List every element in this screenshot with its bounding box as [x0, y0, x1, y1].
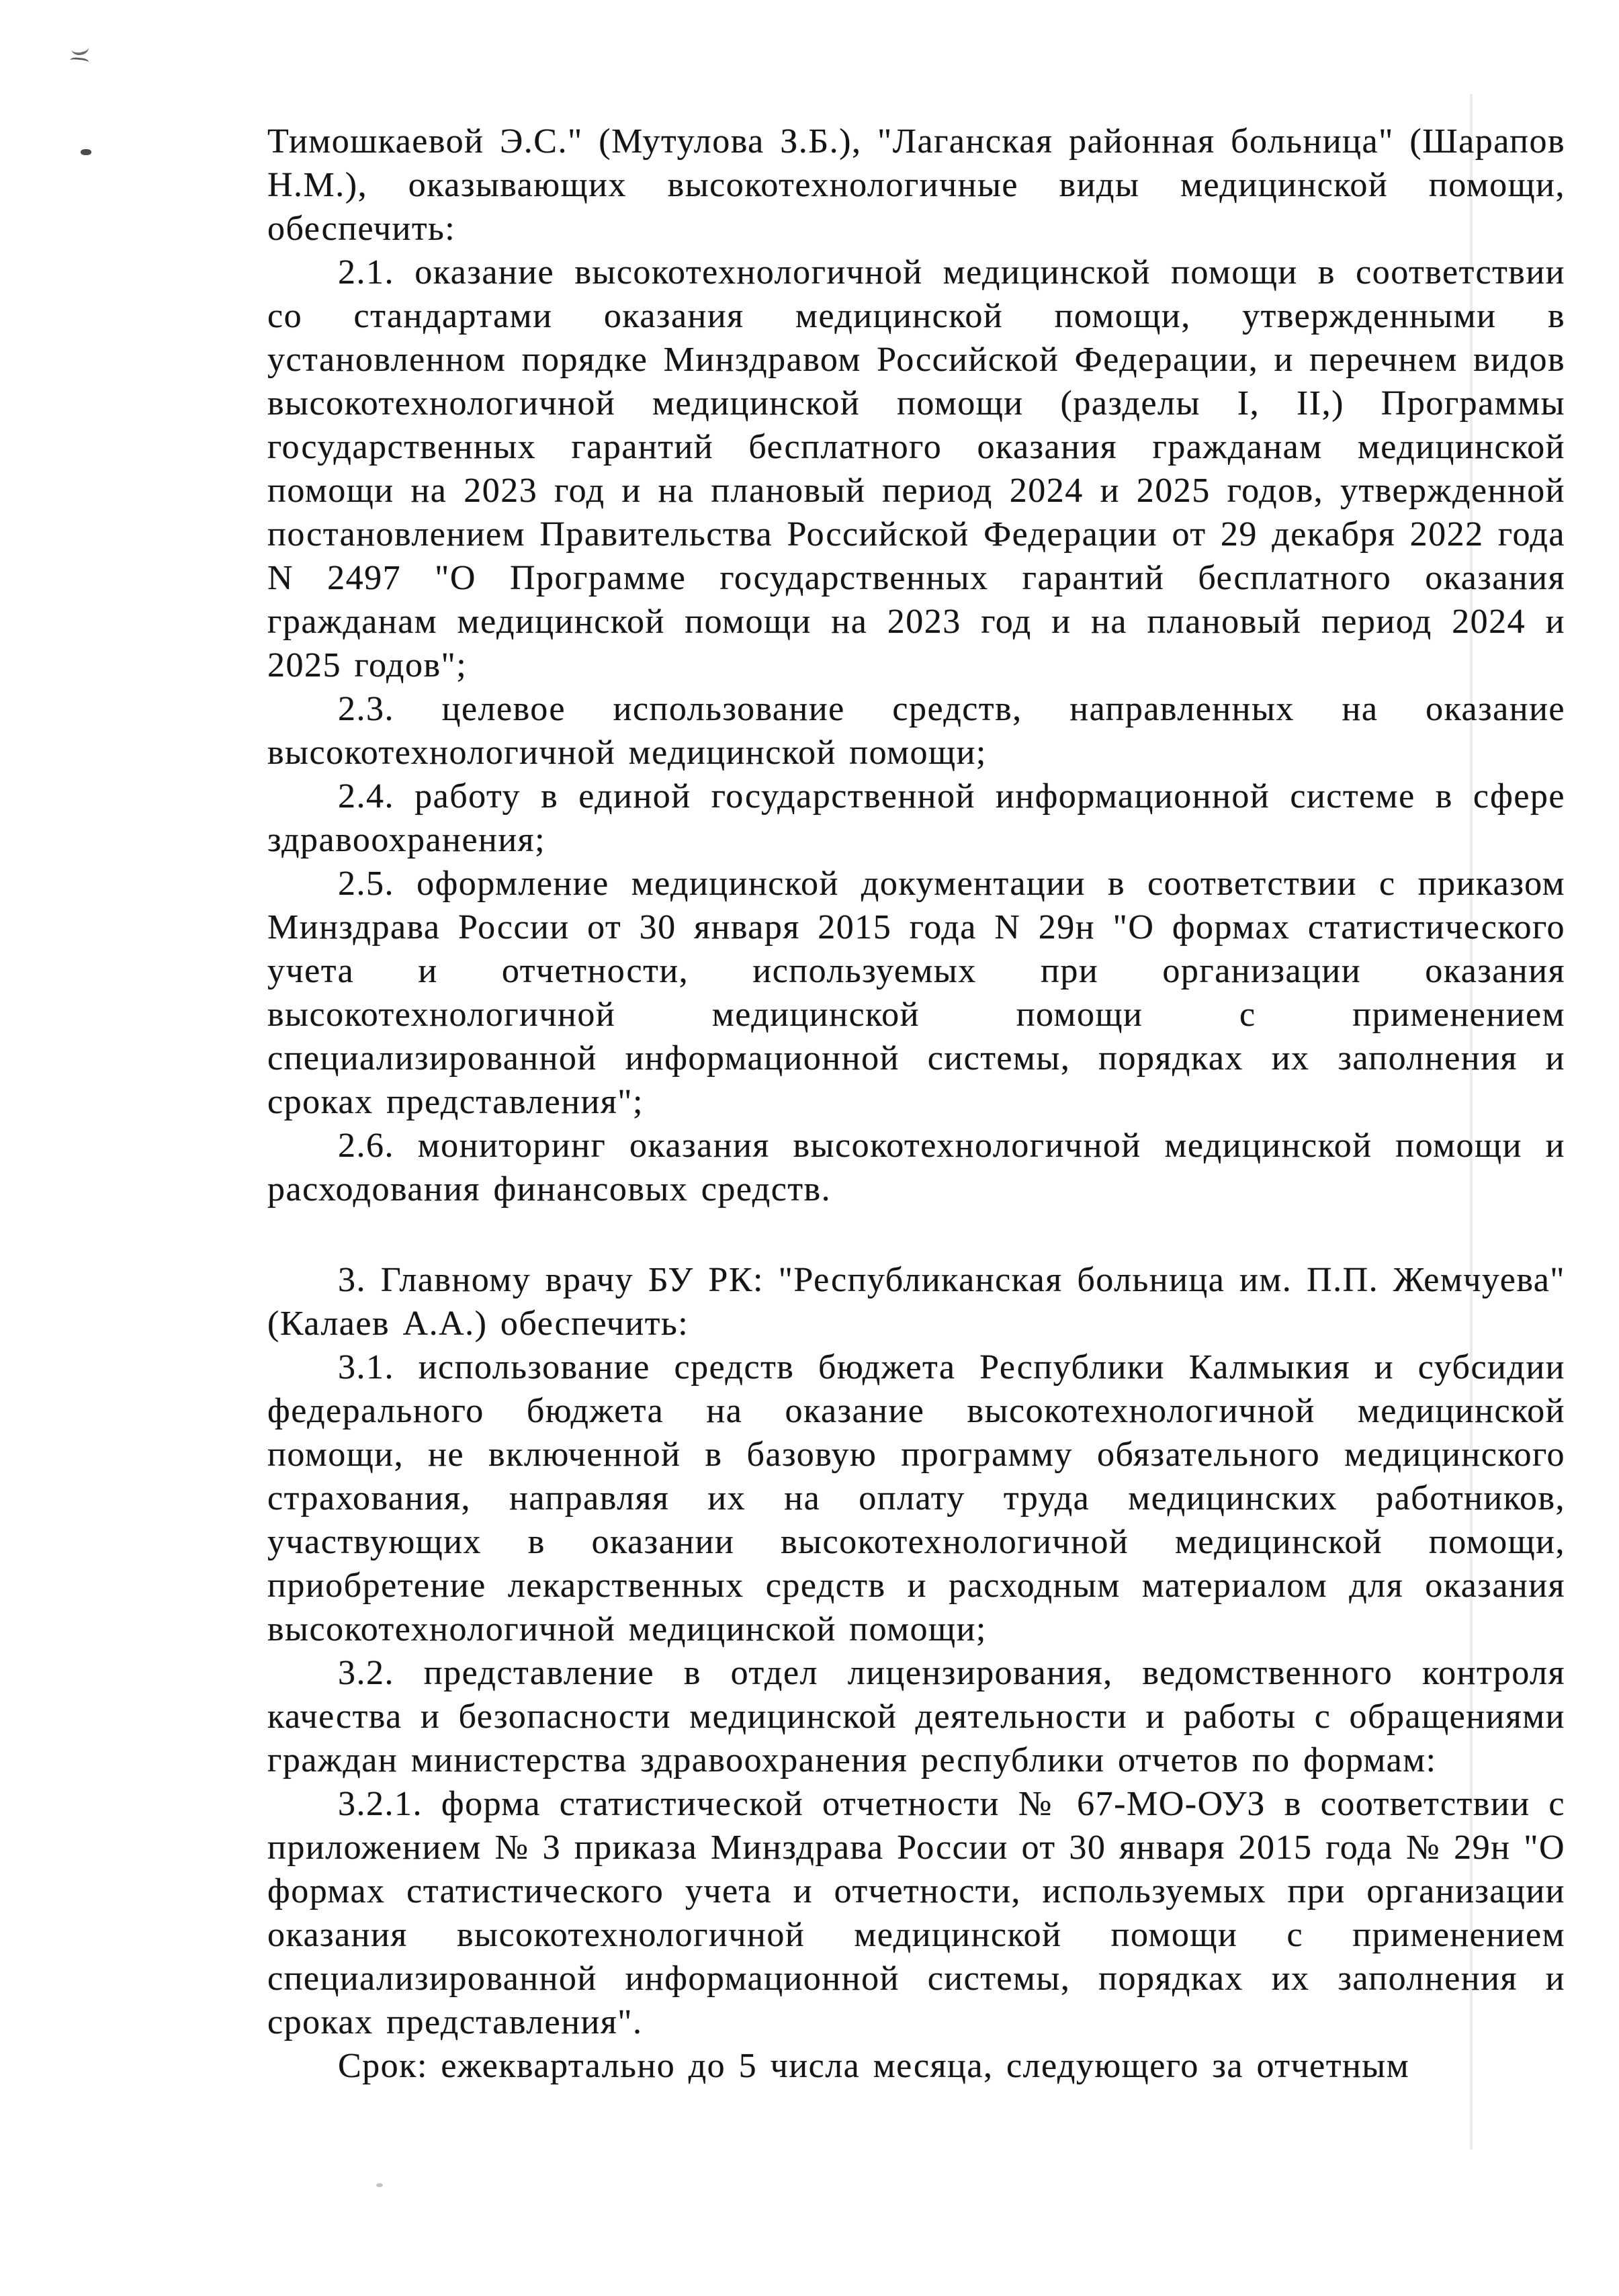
paragraph-deadline: Срок: ежеквартально до 5 числа месяца, следующего за отчетным	[338, 2047, 1410, 2085]
scan-speck	[69, 57, 89, 68]
scan-speck	[81, 149, 91, 155]
scan-speck	[376, 2183, 383, 2187]
paragraph-3-1: 3.1. использование средств бюджета Республики Калмыкия и субсидии федерального бюджета на оказание высокотехнологичной медицинской помощи, не включенной в базовую программу обязательного медицинского страхования, направляя их на оплату труда медицинских работников, участвующих в оказании высокотехнологичной медицинской помощи, приобретение лекарственных средств и расходным материалом для оказания высокотехнологичной медицинской помощи;	[267, 1348, 1565, 1648]
paragraph-2-6: 2.6. мониторинг оказания высокотехнологичной медицинской помощи и расходования финансовых средств.	[267, 1127, 1565, 1208]
paragraph-2-5: 2.5. оформление медицинской документации в соответствии с приказом Минздрава России от 30 января 2015 года N 29н "О формах статистического учета и отчетности, используемых при организации оказания высокотехнологичной медицинской помощи с применением специализированной информационной системы, порядках их заполнения и сроках представления";	[267, 865, 1565, 1121]
scan-speck	[71, 40, 90, 56]
paragraph-3-2-1: 3.2.1. форма статистической отчетности № 67-МО-ОУЗ в соответствии с приложением № 3 приказа Минздрава России от 30 января 2015 года № 29н "О формах статистического учета и отчетности, используемых при организации оказания высокотехнологичной медицинской помощи с применением специализированной информационной системы, порядках их заполнения и сроках представления".	[267, 1785, 1565, 2041]
paragraph-2-4: 2.4. работу в единой государственной информационной системе в сфере здравоохранения;	[267, 777, 1565, 859]
paragraph-3: 3. Главному врачу БУ РК: "Республиканская больница им. П.П. Жемчуева" (Калаев А.А.) обеспечить:	[267, 1261, 1565, 1343]
document-text	[267, 120, 1565, 2088]
paragraph-2-1: 2.1. оказание высокотехнологичной медицинской помощи в соответствии со стандартами оказания медицинской помощи, утвержденными в установленном порядке Минздравом Российской Федерации, и перечнем видов высокотехнологичной медицинской помощи (разделы I, II,) Программы государственных гарантий бесплатного оказания гражданам медицинской помощи на 2023 год и на плановый период 2024 и 2025 годов, утвержденной постановлением Правительства Российской Федерации от 29 декабря 2022 года N 2497 "О Программе государственных гарантий бесплатного оказания гражданам медицинской помощи на 2023 год и на плановый период 2024 и 2025 годов";	[267, 253, 1565, 685]
paragraph-3-2: 3.2. представление в отдел лицензирования, ведомственного контроля качества и безопасности медицинской деятельности и работы с обращениями граждан министерства здравоохранения республики отчетов по формам:	[267, 1654, 1565, 1779]
paragraph-2-3: 2.3. целевое использование средств, направленных на оказание высокотехнологичной медицинской помощи;	[267, 690, 1565, 772]
paragraph-continuation: Тимошкаевой Э.С." (Мутулова З.Б.), "Лаганская районная больница" (Шарапов Н.М.), оказывающих высокотехнологичные виды медицинской помощи, обеспечить:	[267, 122, 1565, 248]
